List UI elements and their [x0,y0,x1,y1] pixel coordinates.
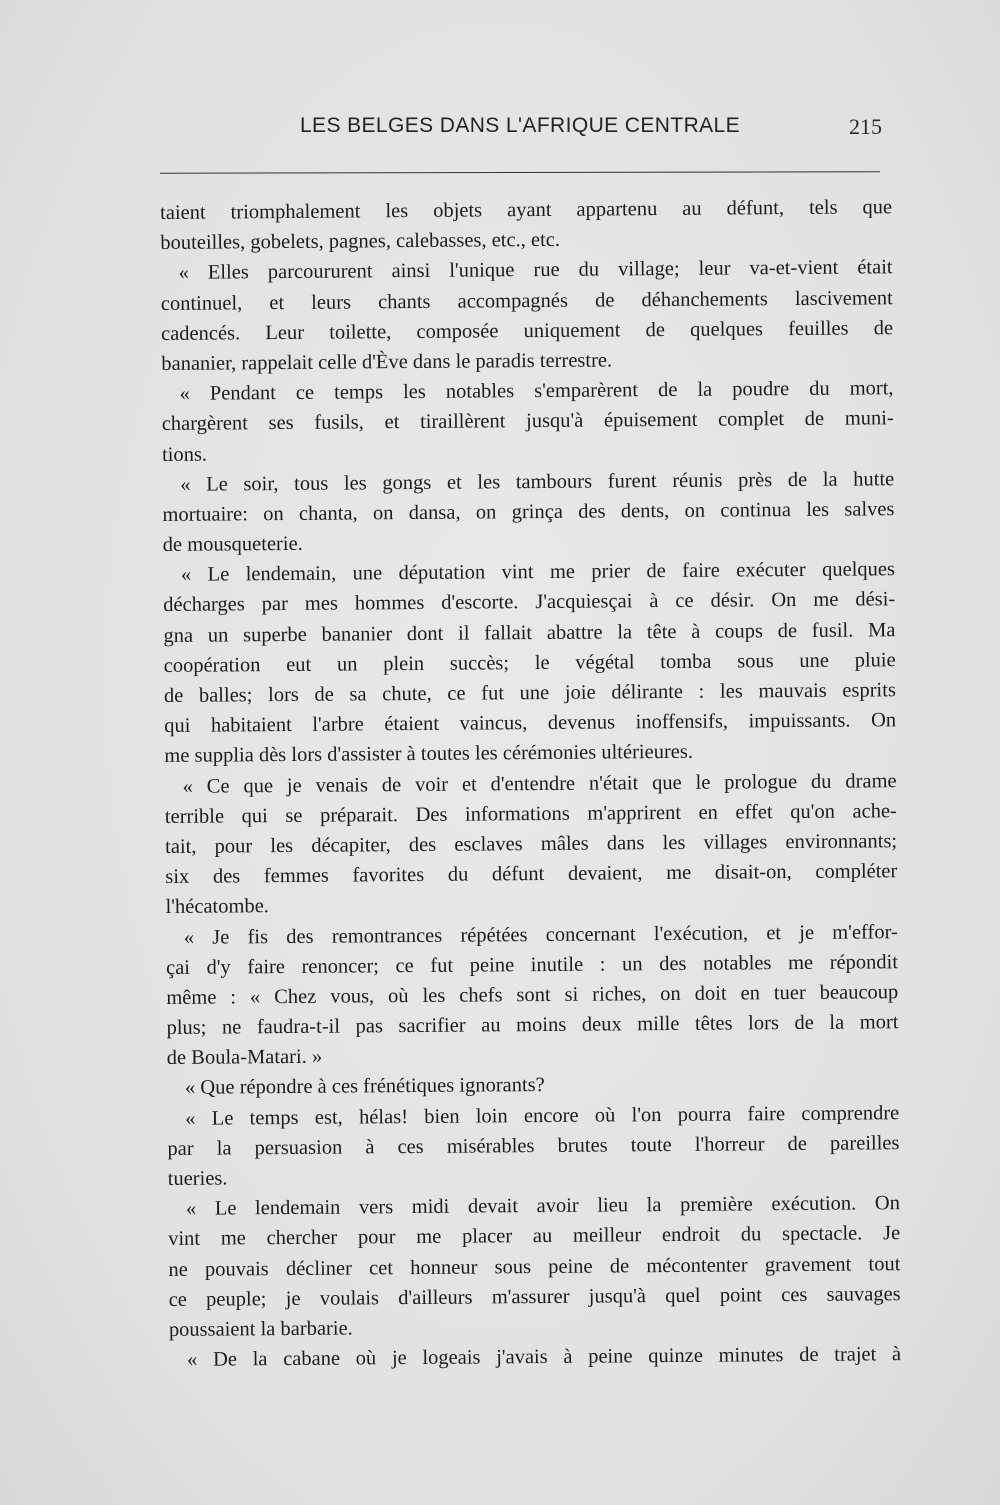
text-line: de balles; lors de sa chute, ce fut une joie délirante : les mauvais esprits [163,679,896,707]
text-line: « Le soir, tous les gongs et les tambours furent réunis près de la hutte [180,467,895,496]
text-line: qui habitaient l'arbre étaient vaincus, devenus inoffensifs, impuissants. On [164,709,897,738]
text-line: plus; ne faudra-t-il pas sacrifier au moins deux mille têtes lors de la mort [166,1011,899,1040]
text-line: « De la cabane où je logeais j'avais à peine quinze minutes de trajet à [187,1343,902,1371]
text-line: « Elles parcoururent ainsi l'unique rue du village; leur va-et-vient était [178,256,893,285]
text-line: chargèrent ses fusils, et tiraillèrent jusqu'à épuisement complet de muni- [161,407,894,436]
text-line: poussaient la barbarie. [168,1317,353,1341]
text-line: « Le lendemain vers midi devait avoir lieu la première exécution. On [185,1192,901,1221]
text-line: mortuaire: on chanta, on dansa, on grinça des dents, on continua les salves [162,498,895,526]
text-line: continuel, et leurs chants accompagnés de déhanchements lascivement [160,286,893,315]
text-line: cadencés. Leur toilette, composée uniquement de quelques feuilles de [160,316,894,345]
text-line: taient triomphalement les objets ayant appartenu au défunt, tels que [160,196,893,224]
text-line: tueries. [167,1167,228,1190]
running-title: LES BELGES DANS L'AFRIQUE CENTRALE [299,114,741,137]
text-line: de Boula-Matari. » [166,1046,323,1070]
text-line: « Pendant ce temps les notables s'emparèrent de la poudre du mort, [179,377,894,405]
text-line: terrible qui se préparait. Des informations m'apprirent en effet qu'on ache- [164,799,897,828]
text-line: « Que répondre à ces frénétiques ignorants? [184,1074,545,1100]
text-line: par la persuasion à ces misérables brutes toute l'horreur de pareilles [167,1132,900,1160]
text-line: « Le temps est, hélas! bien loin encore où l'on pourra faire comprendre [185,1101,900,1130]
text-line: de mousqueterie. [162,532,303,557]
text-line: l'hécatombe. [165,895,269,919]
text-line: vint me chercher pour me placer au meilleur endroit du spectacle. Je [168,1222,901,1251]
text-line: gna un superbe bananier dont il fallait abattre la tête à coups de fusil. Ma [163,618,896,647]
page-number: 215 [849,114,882,139]
text-line: coopération eut un plein succès; le végétal tomba sous une pluie [163,649,896,677]
text-line: bananier, rappelait celle d'Ève dans le paradis terrestre. [161,349,613,375]
text-line: « Ce que je venais de voir et d'entendre n'était que le prologue du drame [182,769,897,798]
text-line: tions. [161,443,208,466]
text-line: bouteilles, gobelets, pagnes, calebasses, etc., etc. [160,229,561,255]
text-line: me supplia dès lors d'assister à toutes les cérémonies ultérieures. [164,741,694,768]
text-line: çai d'y faire renoncer; ce fut peine inutile : un des notables me répondit [165,950,899,979]
running-head [160,114,880,144]
text-line: décharges par mes hommes d'escorte. J'acquiesçai à ce désir. On me dési- [163,588,896,617]
text-line: même : « Chez vous, où les chefs sont si riches, on doit en tuer beaucoup [166,981,899,1009]
text-line: « Le lendemain, une députation vint me prier de faire exécuter quelques [180,558,896,587]
header-rule [160,171,880,174]
text-line: ne pouvais décliner cet honneur sous peine de mécontenter gravement tout [168,1252,901,1281]
body-text [160,192,901,1375]
text-line: tait, pour les décapiter, des esclaves mâles dans les villages environnants; [165,830,898,858]
text-line: ce peuple; je voulais d'ailleurs m'assurer jusqu'à quel point ces sauvages [168,1282,901,1311]
text-line: six des femmes favorites du défunt devaient, me disait-on, compléter [165,860,898,889]
text-line: « Je fis des remontrances répétées concernant l'exécution, et je m'effor- [183,920,898,949]
